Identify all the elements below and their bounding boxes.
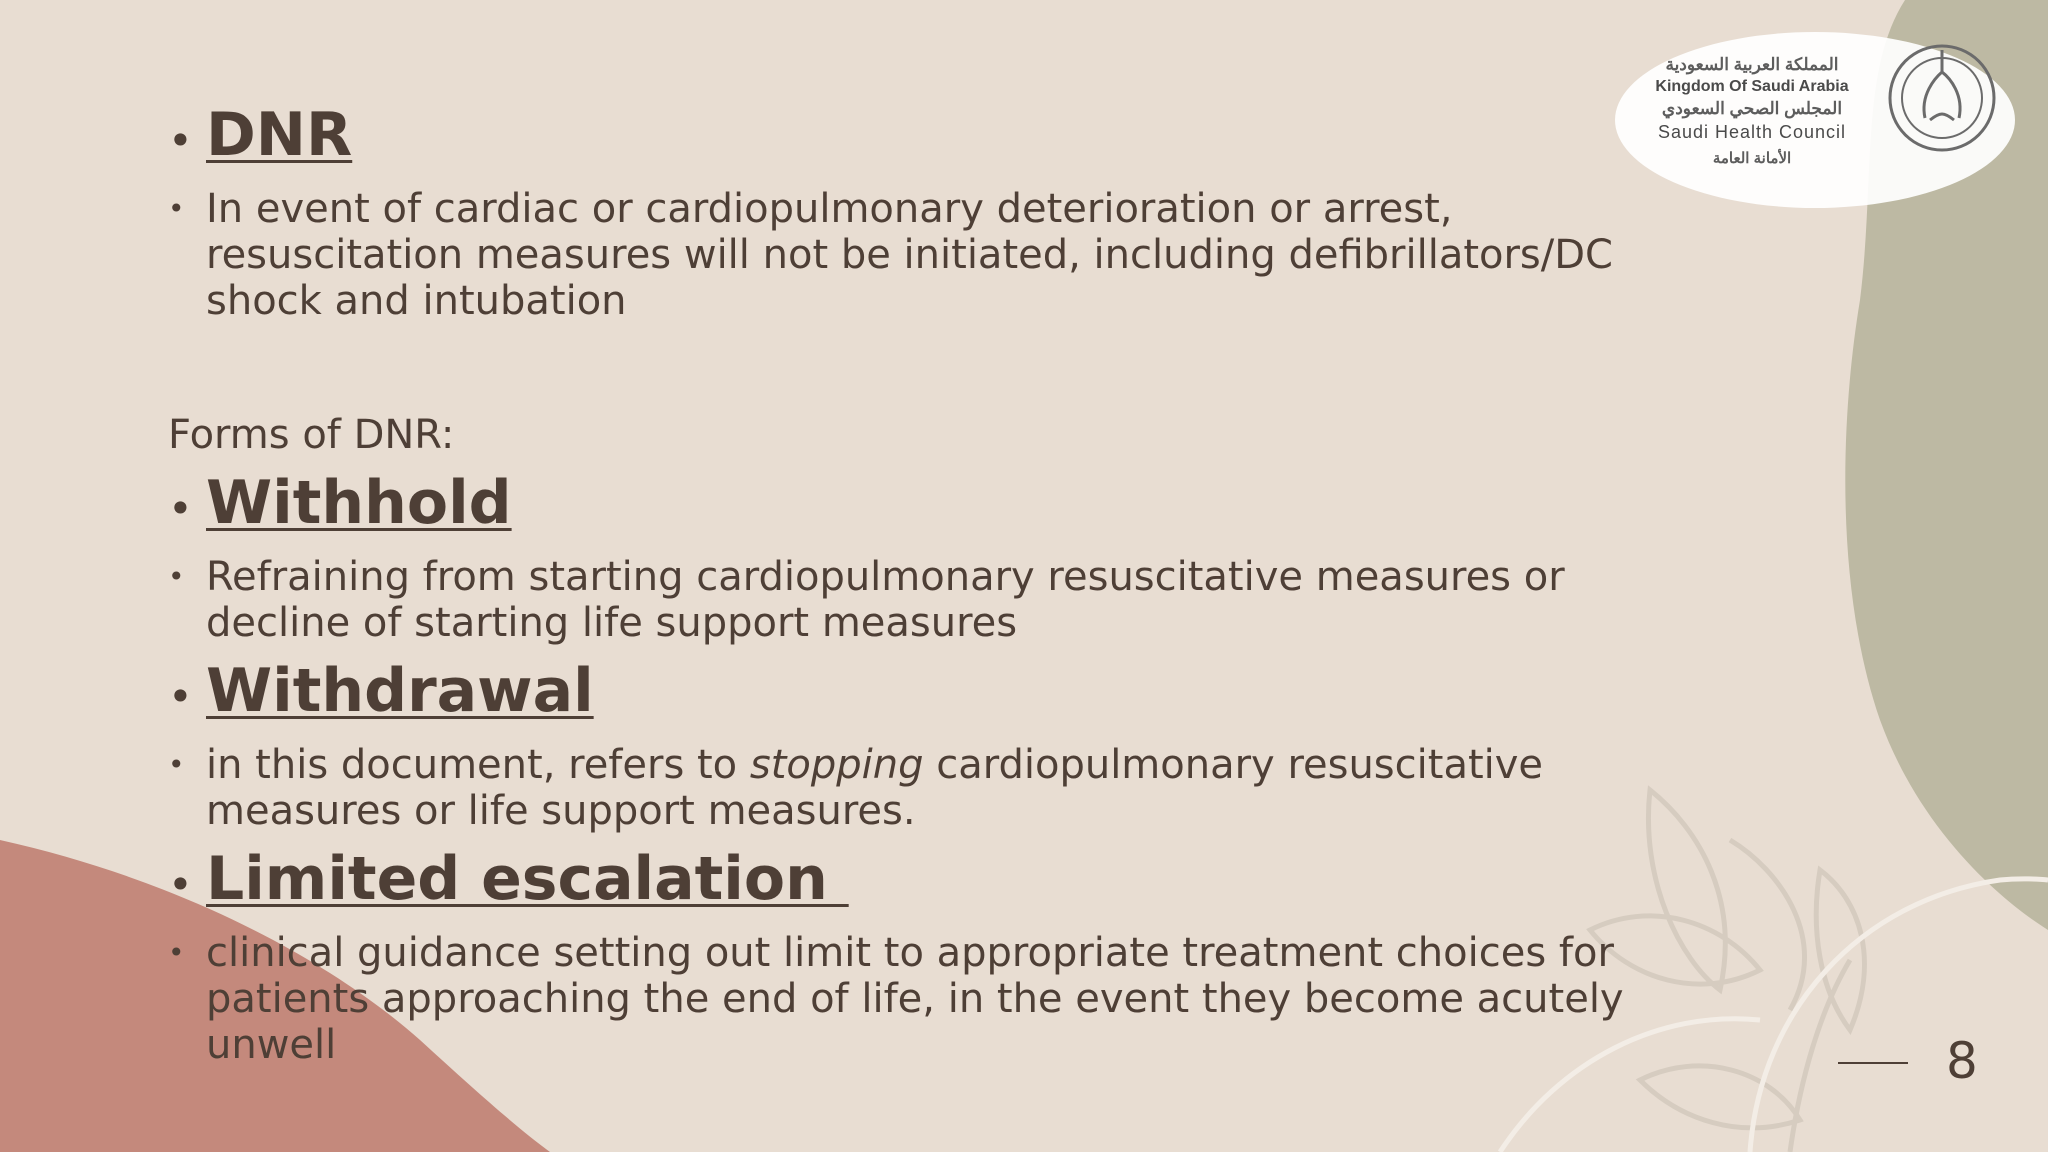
withhold-description-text: Refraining from starting cardiopulmonary resuscitative measures or decline of starting life support measures xyxy=(206,554,1565,646)
logo-arabic-council: المجلس الصحي السعودي xyxy=(1661,99,1843,118)
withhold-description: • Refraining from starting cardiopulmonary resuscitative measures or decline of starting life support measures xyxy=(168,554,1648,646)
page-number: 8 xyxy=(1946,1032,1978,1090)
saudi-health-council-logo xyxy=(1622,38,2010,210)
heading-withhold-text: Withhold xyxy=(206,468,512,538)
logo-english-kingdom: Kingdom Of Saudi Arabia xyxy=(1655,78,1849,95)
heading-dnr-text: DNR xyxy=(206,100,353,170)
withdrawal-description: • in this document, refers to stopping cardiopulmonary resuscitative measures or life support measures. xyxy=(168,742,1648,834)
withdrawal-description-text: in this document, refers to stopping cardiopulmonary resuscitative measures or life support measures. xyxy=(206,742,1544,834)
heading-limited-escalation: • Limited escalation xyxy=(168,844,849,914)
heading-dnr: • DNR xyxy=(168,100,353,170)
dnr-description-text: In event of cardiac or cardiopulmonary deterioration or arrest, resuscitation measures will not be initiated, including defibrillators/DC shock and intubation xyxy=(206,186,1613,324)
limited-escalation-description-text: clinical guidance setting out limit to appropriate treatment choices for patients approaching the end of life, in the event they become acutely unwell xyxy=(206,930,1624,1068)
heading-withdrawal: • Withdrawal xyxy=(168,656,594,726)
heading-withdrawal-text: Withdrawal xyxy=(206,656,594,726)
forms-of-dnr-label: Forms of DNR: xyxy=(168,412,455,458)
heading-limited-escalation-text: Limited escalation xyxy=(206,844,849,914)
dnr-description: • In event of cardiac or cardiopulmonary deterioration or arrest, resuscitation measures will not be initiated, including defibrillators/DC shock and intubation xyxy=(168,186,1648,324)
logo-english-council: Saudi Health Council xyxy=(1657,122,1847,142)
logo-arabic-secretariat: الأمانة العامة xyxy=(1712,150,1792,167)
stopping-emphasis: stopping xyxy=(749,742,924,788)
page-number-divider xyxy=(1838,1062,1908,1064)
heading-withhold: • Withhold xyxy=(168,468,512,538)
slide-content xyxy=(168,100,1648,1068)
logo-arabic-kingdom: المملكة العربية السعودية xyxy=(1665,55,1839,74)
limited-escalation-description: • clinical guidance setting out limit to appropriate treatment choices for patients approaching the end of life, in the event they become acutely unwell xyxy=(168,930,1648,1068)
